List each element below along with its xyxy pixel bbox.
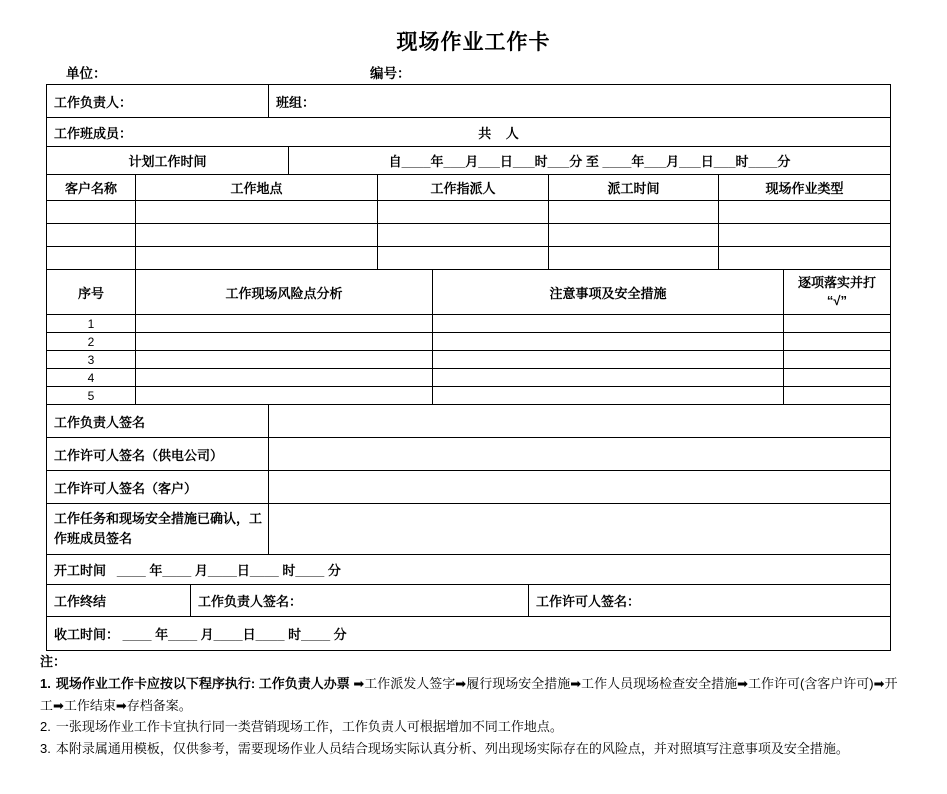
dispatch-cell [719,201,890,223]
dispatch-cell [378,224,549,246]
termination-permit-sign-label: 工作许可人签名： [536,594,641,609]
document-header [0,62,947,82]
dispatch-header-time: 派工时间 [549,175,719,200]
risk-header-index: 序号 [47,270,136,314]
note-1-number: 1. [40,675,51,691]
unit-label: 单位： [66,66,107,81]
termination-label: 工作终结 [47,585,191,616]
notes-label: 注： [40,654,67,669]
note-3-text: 本附录属通用模板，仅供参考，需要现场作业人员结合现场实际认真分析、列出现场实际存在的风险点，并对照填写注意事项及安全措施。 [55,741,849,757]
dispatch-header-assigner: 工作指派人 [378,175,549,200]
note-item-2 [40,716,908,738]
signature-row [47,504,890,555]
dispatch-cell [549,247,719,269]
risk-row [47,315,890,333]
risk-cell [784,315,890,332]
permit-supplier-signature-label: 工作许可人签名（供电公司） [47,438,269,470]
dispatch-cell [47,247,136,269]
leader-signature-label: 工作负责人签名 [47,405,269,437]
start-time-row [47,555,890,585]
team-label: 班组： [276,94,316,110]
members-total: 共 人 [478,125,519,141]
risk-row-number: 2 [47,333,136,350]
signature-row [47,405,890,438]
risk-row-number: 1 [47,315,136,332]
risk-row [47,351,890,369]
dispatch-cell [136,247,378,269]
note-1-text: ➡工作派发人签字➡履行现场安全措施➡工作人员现场检查安全措施➡工作许可(含客户许可)➡开工➡工作结束➡存档备案。 [40,675,898,713]
members-cell [47,118,890,146]
risk-cell [784,387,890,404]
leader-team-row [47,85,890,118]
dispatch-cell [549,224,719,246]
signature-cell [269,471,890,503]
members-row [47,118,890,147]
note-3-number: 3. [40,741,51,757]
dispatch-cell [136,201,378,223]
risk-row-number: 3 [47,351,136,368]
notes-section [40,651,908,760]
dispatch-row [47,247,890,270]
risk-cell [136,369,433,386]
page-title: 现场作业工作卡 [396,31,551,54]
risk-cell [433,315,784,332]
signature-cell [269,405,890,437]
plan-time-row [47,147,890,175]
dispatch-header-location: 工作地点 [136,175,378,200]
dispatch-header-type: 现场作业类型 [765,181,844,196]
risk-row-number: 4 [47,369,136,386]
members-label: 工作班成员： [54,125,133,141]
note-2-text: 一张现场作业工作卡宜执行同一类营销现场工作，工作负责人可根据增加不同工作地点。 [55,719,563,735]
risk-cell [136,387,433,404]
risk-row [47,333,890,351]
dispatch-cell [378,247,549,269]
signature-cell [269,504,890,554]
dispatch-row [47,201,890,224]
dispatch-header-customer: 客户名称 [47,175,136,200]
risk-cell [784,369,890,386]
risk-cell [136,315,433,332]
signature-row [47,438,890,471]
risk-cell [433,351,784,368]
note-item-1 [40,673,908,717]
plan-time-blanks: 自____年___月___日___时___分 至 ____年___月___日___时____分 [388,154,791,169]
risk-cell [433,387,784,404]
dispatch-cell [719,247,890,269]
risk-cell [136,351,433,368]
end-time-line: 收工时间： ____ 年____ 月____日____ 时____ 分 [54,627,347,642]
risk-cell [136,333,433,350]
risk-header-analysis: 工作现场风险点分析 [136,270,433,314]
members-confirm-signature-label: 工作任务和现场安全措施已确认，工作班成员签名 [47,504,269,554]
risk-cell [784,351,890,368]
risk-row [47,387,890,405]
signature-row [47,471,890,504]
work-leader-label: 工作负责人： [47,85,269,117]
termination-row [47,585,890,617]
dispatch-cell [136,224,378,246]
dispatch-cell [549,201,719,223]
dispatch-cell [47,201,136,223]
end-time-row [47,617,890,650]
risk-cell [433,369,784,386]
number-label: 编号： [370,66,411,81]
risk-row [47,369,890,387]
risk-cell [784,333,890,350]
risk-header-check-line2: “√” [826,293,848,308]
risk-cell [433,333,784,350]
risk-header-row [47,270,890,315]
dispatch-header-row [47,175,890,201]
dispatch-cell [47,224,136,246]
risk-header-measures: 注意事项及安全措施 [433,270,784,314]
plan-time-label: 计划工作时间 [47,147,289,174]
dispatch-cell [719,224,890,246]
risk-header-check [784,270,890,314]
dispatch-cell [378,201,549,223]
permit-customer-signature-label: 工作许可人签名（客户） [47,471,269,503]
note-2-number: 2. [40,719,51,735]
note-1-bold-text: 现场作业工作卡应按以下程序执行: 工作负责人办票 [55,675,350,691]
start-time-line: 开工时间 ____ 年____ 月____日____ 时____ 分 [54,563,341,578]
work-card-table [46,84,891,651]
signature-cell [269,438,890,470]
risk-row-number: 5 [47,387,136,404]
risk-header-check-line1: 逐项落实并打 [797,275,876,291]
note-item-3 [40,738,908,760]
termination-leader-sign-label: 工作负责人签名： [191,585,529,616]
dispatch-row [47,224,890,247]
